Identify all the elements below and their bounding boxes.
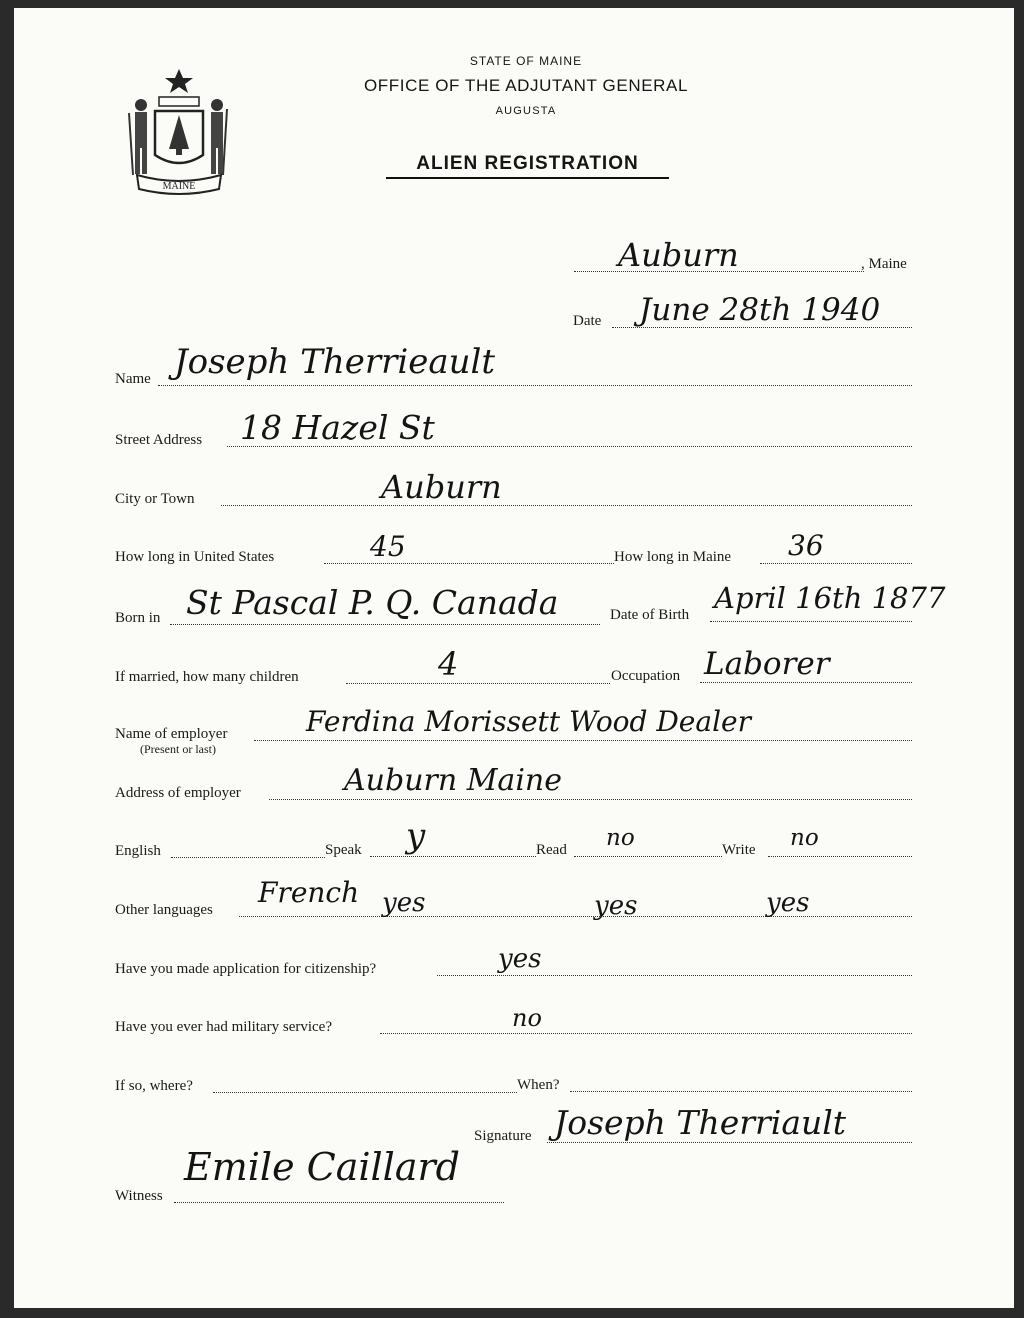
read-label: Read xyxy=(536,842,567,858)
children-label: If married, how many children xyxy=(115,669,299,685)
birth-date-value: April 16th 1877 xyxy=(714,581,946,615)
employer-line xyxy=(254,740,912,741)
date-value: June 28th 1940 xyxy=(639,292,881,328)
other-read-value: yes xyxy=(594,891,638,921)
maine-label: , Maine xyxy=(861,256,907,272)
english-line xyxy=(171,857,325,858)
town-value: Auburn xyxy=(618,236,739,274)
header-city: AUGUSTA xyxy=(495,105,557,117)
seal-banner-text: MAINE xyxy=(162,181,196,192)
other-write-value: yes xyxy=(766,888,810,918)
when-label: When? xyxy=(517,1077,560,1093)
name-value: Joseph Therrieault xyxy=(174,342,496,382)
military-label: Have you ever had military service? xyxy=(115,1019,332,1035)
name-line xyxy=(158,385,912,386)
citizenship-label: Have you made application for citizenship? xyxy=(115,961,377,977)
english-read-value: no xyxy=(606,825,635,851)
born-in-label: Born in xyxy=(115,610,161,626)
header-state: STATE OF MAINE xyxy=(469,54,583,68)
street-label: Street Address xyxy=(115,432,203,448)
write-line xyxy=(768,856,912,857)
citizenship-value: yes xyxy=(498,944,542,974)
where-label: If so, where? xyxy=(115,1078,193,1094)
employer-address-label: Address of employer xyxy=(115,785,241,801)
other-languages-label: Other languages xyxy=(115,902,213,918)
date-of-birth-line xyxy=(710,621,912,622)
city-line xyxy=(221,505,912,506)
signature-line xyxy=(547,1142,912,1143)
speak-label: Speak xyxy=(325,842,362,858)
military-line xyxy=(380,1033,912,1034)
how-long-us-line xyxy=(324,563,614,564)
occupation-value: Laborer xyxy=(704,646,830,682)
speak-line xyxy=(370,856,536,857)
signature-label: Signature xyxy=(474,1128,532,1144)
children-line xyxy=(346,683,610,684)
street-value: 18 Hazel St xyxy=(240,408,435,447)
signature-value: Joseph Therriault xyxy=(554,1103,847,1142)
date-label: Date xyxy=(573,313,602,329)
occupation-line xyxy=(700,682,912,683)
form-title: ALIEN REGISTRATION xyxy=(386,153,669,179)
born-in-value: St Pascal P. Q. Canada xyxy=(186,583,559,622)
employer-label: Name of employer xyxy=(115,726,228,742)
where-line xyxy=(213,1092,517,1093)
employer-address-line xyxy=(269,799,912,800)
english-speak-value: y xyxy=(406,816,426,856)
how-long-us-label: How long in United States xyxy=(115,549,275,565)
witness-line xyxy=(174,1202,504,1203)
employer-address-value: Auburn Maine xyxy=(344,763,562,798)
occupation-label: Occupation xyxy=(611,668,681,684)
how-long-maine-label: How long in Maine xyxy=(614,549,732,565)
witness-label: Witness xyxy=(115,1188,163,1204)
born-in-line xyxy=(170,624,600,625)
how-long-maine-line xyxy=(760,563,912,564)
english-write-value: no xyxy=(790,825,819,851)
header-office: OFFICE OF THE ADJUTANT GENERAL xyxy=(363,76,689,95)
children-value: 4 xyxy=(438,645,459,683)
citizenship-line xyxy=(437,975,912,976)
years-us-value: 45 xyxy=(370,530,406,563)
employer-sub-label: (Present or last) xyxy=(140,742,216,756)
other-language-value: French xyxy=(258,876,360,909)
other-languages-line xyxy=(239,916,912,917)
english-label: English xyxy=(115,843,161,859)
registration-form xyxy=(14,8,1014,1308)
date-of-birth-label: Date of Birth xyxy=(610,607,690,623)
name-label: Name xyxy=(115,371,151,387)
witness-value: Emile Caillard xyxy=(184,1145,460,1189)
write-label: Write xyxy=(722,842,756,858)
years-maine-value: 36 xyxy=(788,529,824,562)
when-line xyxy=(570,1091,912,1092)
military-value: no xyxy=(512,1004,542,1032)
city-label: City or Town xyxy=(115,491,195,507)
employer-value: Ferdina Morissett Wood Dealer xyxy=(306,705,751,738)
read-line xyxy=(574,856,722,857)
city-value: Auburn xyxy=(381,468,502,506)
other-speak-value: yes xyxy=(382,888,426,918)
